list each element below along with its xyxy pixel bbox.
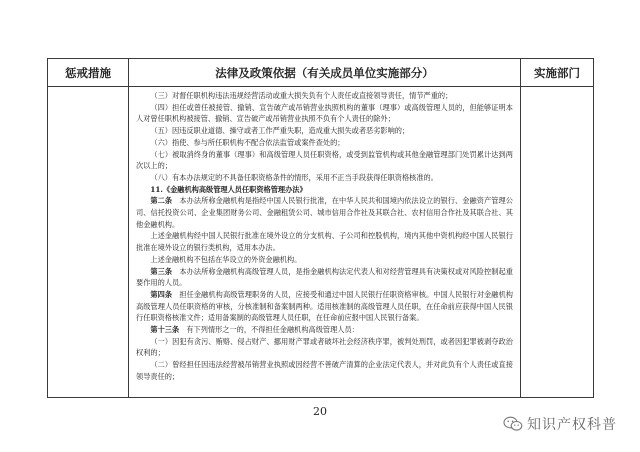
wechat-logo-icon [503,416,523,432]
paragraph-text: （二）曾经担任因违法经营被吊销营业执照或因经营不善破产清算的企业法定代表人，并对此负有个人责任或直接领导责任的； [136,360,513,381]
paragraph-text: （八）有本办法规定的不具备任职资格条件的情形，采用不正当手段获得任职资格核准的。 [150,172,438,182]
legal-paragraph [136,254,513,266]
page-number: 20 [313,405,327,418]
paragraph-text: 有下列情形之一的，不得担任金融机构高级管理人员： [186,325,359,335]
measures-cell [48,87,129,398]
article-label: 第二条 [150,196,173,206]
legal-paragraph [136,324,513,336]
paragraph-text: 担任金融机构高级管理职务的人员，应接受和通过中国人民银行任职资格审核。中国人民银行对金融机构高级管理人员任职资格的审核，分核准制和备案制两种。适用核准制的高级管理人员任职，在任命前应获得中国人民银行任职资格核准文件；适用备案制的高级管理人员任职，在任命前应报中国人民银行备案。 [136,289,513,323]
legal-paragraph [136,102,513,125]
legal-paragraph [136,184,513,196]
legal-paragraph [136,359,513,382]
legal-paragraph [136,125,513,137]
legal-paragraph [136,90,513,102]
article-label: 第三条 [150,266,173,276]
paragraph-text: （一）因犯有贪污、贿赂、侵占财产、挪用财产罪或者破坏社会经济秩序罪，被判处刑罚，或者因犯罪被剥夺政治权利的； [136,336,513,358]
watermark [503,414,617,434]
legal-paragraph [136,230,513,253]
legal-paragraph [136,289,513,324]
header-legal-basis: 法律及政策依据（有关成员单位实施部分） [129,59,521,87]
table-body-row [48,87,594,398]
paragraph-text: （五）因违反职业道德、操守或者工作严重失职，造成重大损失或者恶劣影响的； [150,126,410,136]
legal-paragraph [136,266,513,289]
paragraph-text: 11.《金融机构高级管理人员任职资格管理办法》 [150,184,307,194]
watermark-text: 知识产权科普 [527,417,617,433]
paragraph-text: （四）担任或曾任被接管、撤销、宣告破产或吊销营业执照机构的董事（理事）或高级管理人员的，但能够证明本人对曾任职机构被接管、撤销、宣告破产或吊销营业执照不负有个人责任的除外； [136,102,513,124]
legal-basis-cell [129,87,521,398]
paragraph-text: （七）被取消终身的董事（理事）和高级管理人员任职资格，或受到监管机构或其他金融管理部门处罚累计达到两次以上的； [136,149,513,171]
header-measures: 惩戒措施 [48,59,129,87]
article-label: 第四条 [150,289,173,299]
departments-cell [521,87,594,398]
paragraph-text: （三）对督任职机构违法违规经营活动或重大损失负有个人责任或直接领导责任，情节严重的； [150,91,453,100]
policy-table [47,58,594,398]
table-header-row [48,59,594,87]
legal-paragraph [136,137,513,149]
legal-basis-text [129,87,520,383]
legal-paragraph [136,172,513,184]
header-departments: 实施部门 [521,59,594,87]
paragraph-text: 上述金融机构经中国人民银行批准在境外设立的分支机构、子公司和控股机构，境内其他中资机构经中国人民银行批准在境外设立的银行类机构，适用本办法。 [136,231,513,253]
paragraph-text: （六）指使、参与所任职机构不配合依法监管或案件查处的； [150,137,345,147]
article-label: 第十三条 [150,325,180,335]
paragraph-text: 本办法所称金融机构是指经中国人民银行批准，在中华人民共和国境内依法设立的银行、金融资产管理公司、信托投资公司、企业集团财务公司、金融租赁公司、城市信用合作社及其联合社、农村信用合作社及其联合社、其他金融机构。 [136,196,513,229]
paragraph-text: 本办法所称金融机构高级管理人员，是指金融机构法定代表人和对经营管理具有决策权或对风险控制起重要作用的人员。 [136,266,513,288]
legal-paragraph [136,149,513,172]
legal-paragraph [136,195,513,230]
paragraph-text: 上述金融机构不包括在华设立的外资金融机构。 [150,254,302,264]
legal-paragraph [136,336,513,359]
